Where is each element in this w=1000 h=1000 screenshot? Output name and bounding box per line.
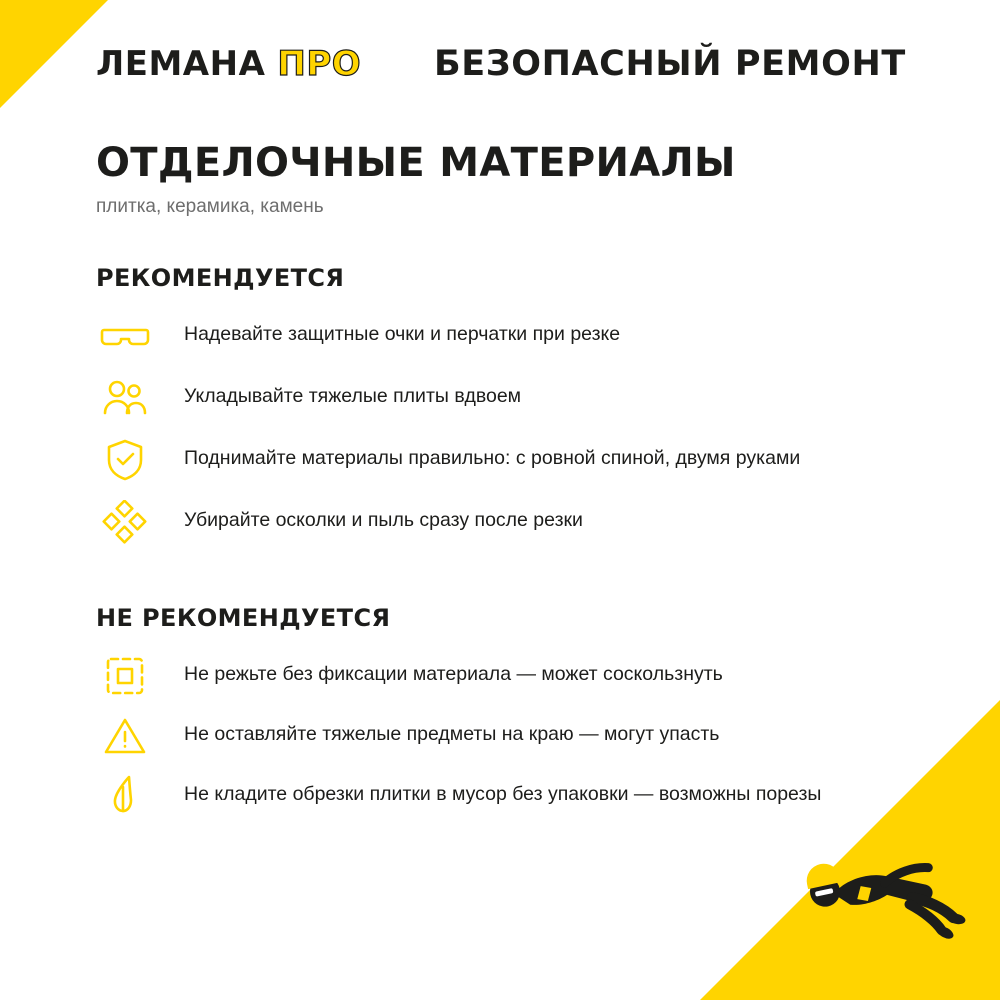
page-subtitle: плитка, керамика, камень [96,196,324,217]
recommended-heading: РЕКОМЕНДУЕТСЯ [96,264,345,292]
no-fixation-frame-icon [96,654,154,698]
list-item-text: Не режьте без фиксации материала — может соскользнуть [184,663,723,685]
logo-accent-text: ПРО [277,44,362,84]
brand-logo [96,44,361,84]
list-item-text: Не кладите обрезки плитки в мусор без упаковки — возможны порезы [184,783,822,805]
list-item [96,658,916,698]
list-item [96,778,916,818]
main-content [96,140,916,838]
two-people-icon [96,376,154,420]
diamond-cluster-icon [96,500,154,544]
recommended-list [96,318,916,544]
list-item [96,504,916,544]
list-item-text: Надевайте защитные очки и перчатки при резке [184,323,621,345]
list-item-text: Укладывайте тяжелые плиты вдвоем [184,385,522,407]
list-item [96,380,916,420]
logo-main-text: ЛЕМАНА [96,44,266,84]
list-item [96,442,916,482]
not-recommended-list [96,658,916,818]
page-title: ОТДЕЛОЧНЫЕ МАТЕРИАЛЫ [96,140,736,186]
cutter-knife-icon [96,774,154,818]
list-item [96,718,916,758]
page-header [0,0,1000,120]
not-recommended-heading: НЕ РЕКОМЕНДУЕТСЯ [96,604,391,632]
flying-worker-mascot [792,840,972,960]
list-item [96,318,916,358]
list-item-text: Поднимайте материалы правильно: с ровной спиной, двумя руками [184,447,801,469]
safety-goggles-icon [96,314,154,358]
header-title: БЕЗОПАСНЫЙ РЕМОНТ [434,44,906,84]
list-item-text: Убирайте осколки и пыль сразу после резки [184,509,583,531]
list-item-text: Не оставляйте тяжелые предметы на краю — могут упасть [184,723,720,745]
shield-check-icon [96,438,154,482]
warning-triangle-icon [96,714,154,758]
